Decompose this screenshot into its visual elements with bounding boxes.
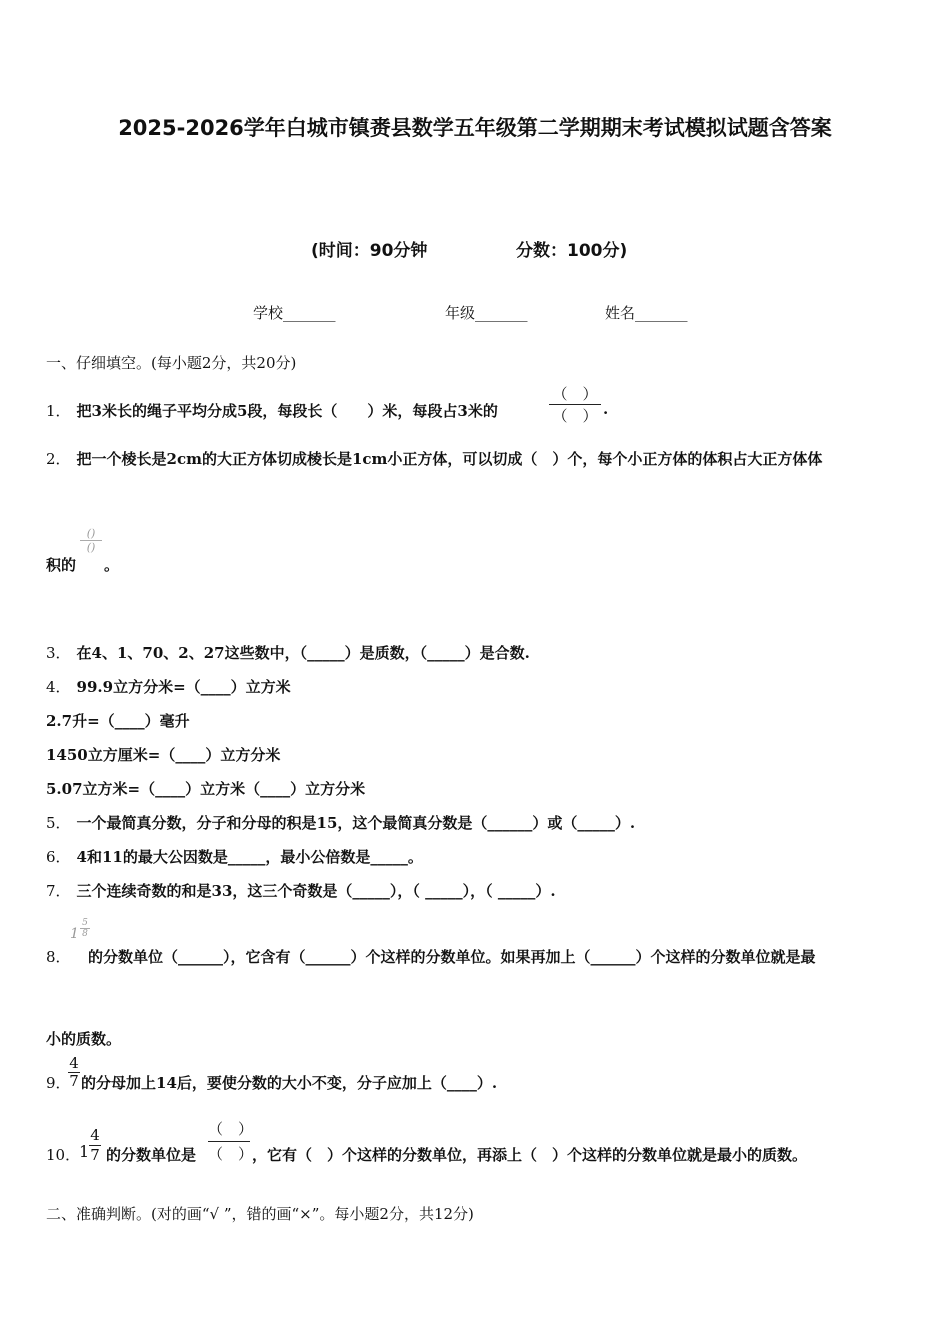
fraction-denominator: （ ） xyxy=(549,404,601,426)
question-8-number: 8． xyxy=(46,948,71,966)
fraction-numerator: () xyxy=(86,527,96,540)
question-2-tail: 。 xyxy=(104,556,120,574)
question-text: 把3米长的绳子平均分成5段，每段长（ ）米，每段占3米的 xyxy=(76,402,498,420)
fraction-denominator: () xyxy=(80,540,102,554)
question-1 xyxy=(46,400,498,421)
question-text: 4和11的最大公因数是_____，最小公倍数是_____。 xyxy=(76,848,423,866)
fraction-denominator: 7 xyxy=(90,1146,100,1164)
fraction xyxy=(68,1055,80,1090)
mixed-number-fraction xyxy=(89,1126,101,1165)
question-number: 2． xyxy=(46,450,71,468)
fraction-blank xyxy=(549,383,601,426)
name-field: 姓名_______ xyxy=(605,304,688,322)
section-1-heading: 一、仔细填空。(每小题2分，共20分) xyxy=(46,354,297,372)
question-8: 的分数单位（______），它含有（______）个这样的分数单位。如果再加上（______）个这样的分数单位就是最 xyxy=(88,948,816,966)
fraction-denominator: （ ） xyxy=(208,1141,250,1166)
exam-time: (时间：90分钟 xyxy=(311,241,428,261)
question-9: 的分母加上14后，要使分数的大小不变，分子应加上（____）. xyxy=(81,1074,498,1092)
question-6 xyxy=(46,846,423,867)
question-4-line-2: 2.7升=（____）毫升 xyxy=(46,712,190,730)
fraction-denominator: 8 xyxy=(80,928,90,939)
mixed-number-whole: 1 xyxy=(79,1142,90,1161)
fraction-numerator: （ ） xyxy=(552,385,598,403)
question-10-number: 10． xyxy=(46,1146,81,1164)
page-title: 2025-2026学年白城市镇赉县数学五年级第二学期期末考试模拟试题含答案 xyxy=(118,116,832,140)
question-2-continued: 积的 xyxy=(46,556,77,574)
question-text: 99.9立方分米=（____）立方米 xyxy=(76,678,291,696)
question-number: 7． xyxy=(46,882,71,900)
question-10-text-b: ，它有（ ）个这样的分数单位，再添上（ ）个这样的分数单位就是最小的质数。 xyxy=(252,1146,808,1164)
question-number: 6． xyxy=(46,848,71,866)
fraction-denominator: 7 xyxy=(69,1072,79,1090)
question-2 xyxy=(46,448,822,469)
question-text: 一个最简真分数，分子和分母的积是15，这个最简真分数是（______）或（_____）. xyxy=(76,814,636,832)
question-1-tail: . xyxy=(603,400,609,418)
question-7 xyxy=(46,880,556,901)
fraction-numerator: （ ） xyxy=(208,1120,254,1138)
question-text: 三个连续奇数的和是33，这三个奇数是（_____），（ _____），（ _____）. xyxy=(76,882,556,900)
fraction-placeholder xyxy=(80,527,102,554)
grade-field: 年级_______ xyxy=(445,304,528,322)
question-5 xyxy=(46,812,635,833)
question-text: 在4、1、70、2、27这些数中，（_____）是质数，（_____）是合数. xyxy=(76,644,530,662)
fraction-blank xyxy=(208,1117,254,1166)
mixed-number-fraction xyxy=(80,918,90,939)
question-9-number: 9． xyxy=(46,1074,71,1092)
section-2-heading: 二、准确判断。(对的画“√ ”，错的画“×”。每小题2分，共12分) xyxy=(46,1205,474,1223)
question-number: 4． xyxy=(46,678,71,696)
question-4-line-3: 1450立方厘米=（____）立方分米 xyxy=(46,746,281,764)
mixed-number-whole: 1 xyxy=(70,926,79,942)
question-10-text-a: 的分数单位是 xyxy=(106,1146,197,1164)
fraction-numerator: 4 xyxy=(69,1054,79,1072)
question-8-continued: 小的质数。 xyxy=(46,1030,122,1048)
question-number: 3． xyxy=(46,644,71,662)
question-4 xyxy=(46,676,291,697)
fraction-numerator: 4 xyxy=(90,1126,100,1144)
question-number: 5． xyxy=(46,814,71,832)
exam-score: 分数：100分) xyxy=(516,241,628,261)
school-field: 学校_______ xyxy=(253,304,336,322)
question-3 xyxy=(46,642,530,663)
fraction-numerator: 5 xyxy=(82,918,88,928)
question-4-line-4: 5.07立方米=（____）立方米（____）立方分米 xyxy=(46,780,366,798)
question-number: 1． xyxy=(46,402,71,420)
question-text: 把一个棱长是2cm的大正方体切成棱长是1cm小正方体，可以切成（ ）个，每个小正方体的体积占大正方体体 xyxy=(76,450,823,468)
